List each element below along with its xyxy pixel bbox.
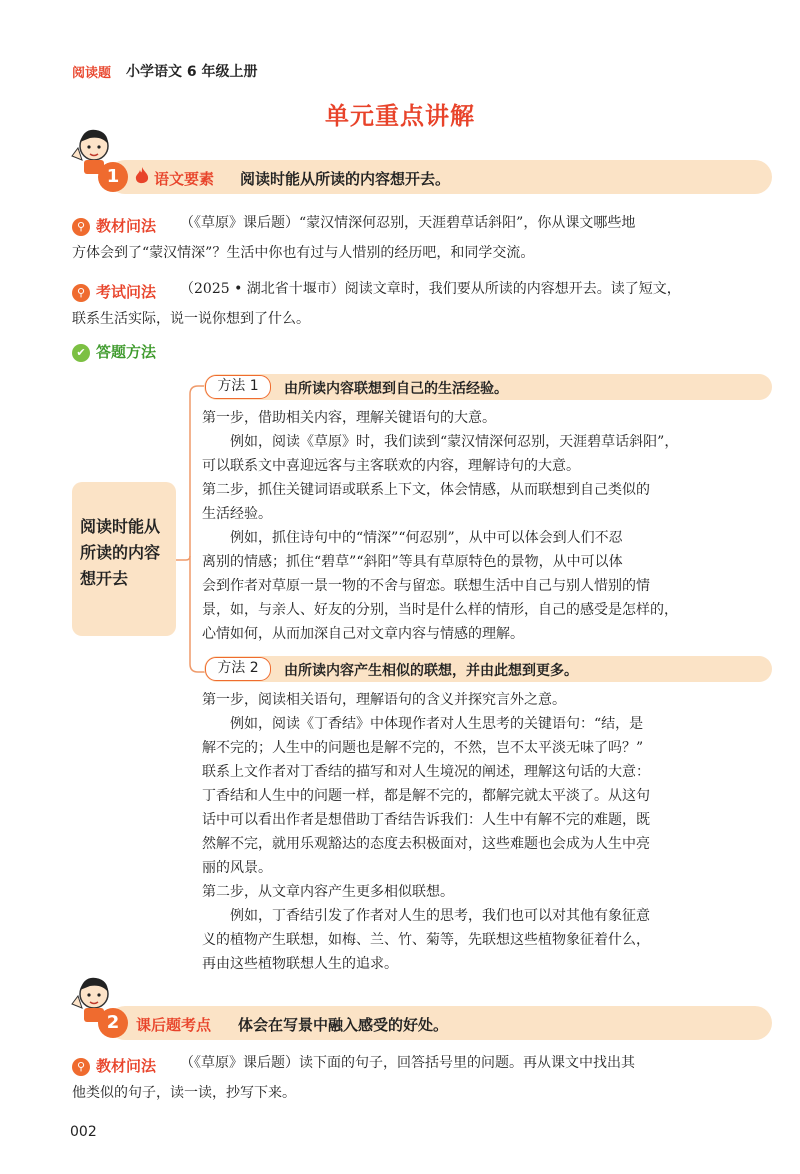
method2-line: 丁香结和人生中的问题一样，都是解不完的，都解完就太平淡了。从这句 (202, 788, 650, 804)
search-icon: ⚲ (72, 284, 90, 302)
topic-box-line3: 想开去 (80, 569, 129, 588)
header-tag: 阅读题 (72, 66, 112, 81)
textbook-question-line1: （《草原》课后题）“蒙汉情深何忍别，天涯碧草话斜阳”，你从课文哪些地 (180, 215, 636, 231)
section2-label: 课后题考点 (136, 1016, 212, 1034)
exam-question-line1: （2025 • 湖北省十堰市）阅读文章时，我们要从所读的内容想开去。读了短文， (180, 281, 681, 297)
method2-line: 再由这些植物联想人生的追求。 (202, 956, 398, 972)
method2-line: 例如，阅读《丁香结》中体现作者对人生思考的关键语句：“结，是 (202, 716, 644, 732)
textbook-question-tag: 教材问法 (96, 217, 157, 235)
search-icon: ⚲ (72, 1058, 90, 1076)
topic-box-line1: 阅读时能从 (80, 517, 161, 536)
method2-line: 话中可以看出作者是想借助丁香结告诉我们：人生中有解不完的难题，既 (202, 812, 650, 828)
method1-line: 第二步，抓住关键词语或联系上下文，体会情感，从而联想到自己类似的 (202, 482, 650, 498)
section1-text: 阅读时能从所读的内容想开去。 (240, 170, 451, 188)
method2-line: 例如，丁香结引发了作者对人生的思考，我们也可以对其他有象征意 (202, 908, 650, 924)
section2-question-line2: 他类似的句子，读一读，抄写下来。 (72, 1085, 296, 1101)
method1-title: 由所读内容联想到自己的生活经验。 (284, 381, 508, 397)
section1-label: 语文要素 (154, 170, 215, 188)
method2-title: 由所读内容产生相似的联想，并由此想到更多。 (284, 663, 578, 679)
exam-question-line2: 联系生活实际，说一说你想到了什么。 (72, 311, 310, 327)
method2-line: 然解不完，就用乐观豁达的态度去积极面对，这些难题也会成为人生中亮 (202, 836, 650, 852)
method2-body (202, 688, 782, 976)
section2-question-line1: （《草原》课后题）读下面的句子，回答括号里的问题。再从课文中找出其 (180, 1055, 635, 1071)
search-icon: ⚲ (72, 218, 90, 236)
method1-line: 心情如何，从而加深自己对文章内容与情感的理解。 (202, 626, 524, 642)
section2-question-tag: 教材问法 (96, 1057, 157, 1075)
method-tag: 答题方法 (96, 343, 157, 361)
exam-question-tag: 考试问法 (96, 283, 157, 301)
method1-line: 例如，阅读《草原》时，我们读到“蒙汉情深何忍别，天涯碧草话斜阳”， (202, 434, 679, 450)
method2-pill: 方法 2 (205, 657, 271, 681)
section1-number: 1 (98, 162, 128, 192)
method1-line: 会到作者对草原一景一物的不舍与留恋。联想生活中自己与别人惜别的情 (202, 578, 650, 594)
page-number: 002 (70, 1124, 97, 1140)
topic-box-line2: 所读的内容 (80, 543, 161, 562)
method1-pill: 方法 1 (205, 375, 271, 399)
method1-line: 离别的情感；抓住“碧草”“斜阳”等具有草原特色的景物，从中可以体 (202, 554, 623, 570)
page-title: 单元重点讲解 (325, 102, 475, 130)
method1-line: 第一步，借助相关内容，理解关键语句的大意。 (202, 410, 496, 426)
method1-body (202, 406, 782, 646)
method2-line: 义的植物产生联想，如梅、兰、竹、菊等，先联想这些植物象征着什么， (202, 932, 650, 948)
method2-line: 解不完的；人生中的问题也是解不完的，不然，岂不太平淡无味了吗？” (202, 740, 644, 756)
section2-text: 体会在写景中融入感受的好处。 (238, 1016, 449, 1034)
key-icon: ✔ (72, 344, 90, 362)
method1-line: 例如，抓住诗句中的“情深”“何忍别”，从中可以体会到人们不忍 (202, 530, 623, 546)
textbook-question-line2: 方体会到了“蒙汉情深”？生活中你也有过与人惜别的经历吧，和同学交流。 (72, 245, 535, 261)
method2-line: 第二步，从文章内容产生更多相似联想。 (202, 884, 454, 900)
method1-line: 可以联系文中喜迎远客与主客联欢的内容，理解诗句的大意。 (202, 458, 580, 474)
header-title: 小学语文 6 年级上册 (126, 64, 258, 80)
flame-icon (134, 166, 150, 186)
method1-line: 生活经验。 (202, 506, 272, 522)
method2-line: 第一步，阅读相关语句，理解语句的含义并探究言外之意。 (202, 692, 566, 708)
method2-line: 联系上文作者对丁香结的描写和对人生境况的阐述，理解这句话的大意： (202, 764, 650, 780)
section2-number: 2 (98, 1008, 128, 1038)
topic-box (72, 482, 176, 636)
method1-line: 景，如，与亲人、好友的分别，当时是什么样的情形，自己的感受是怎样的， (202, 602, 678, 618)
method2-line: 丽的风景。 (202, 860, 272, 876)
